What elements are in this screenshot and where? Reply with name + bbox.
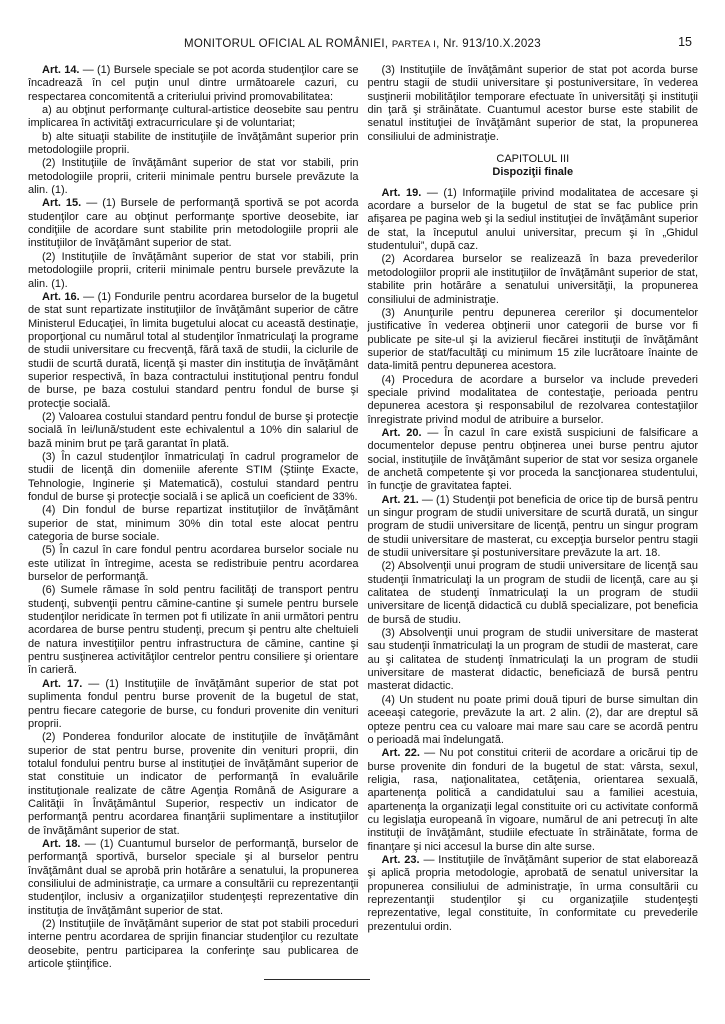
article-number: Art. 16. (42, 290, 80, 303)
paragraph: (2) Ponderea fondurilor alocate de instituţiile de învăţământ superior de stat pentru burse, provenite din venituri proprii, din totalul fondului pentru burse al instituţiei de învăţământ superior de stat constituie un indicator de performanţă în evaluările instituţionale realizate de către Agenţia Română de Asigurare a Calităţii în Învăţământul Superior, respectiv un indicator de performanţă pentru acordarea finanţării suplimentare a instituţiilor de învăţământ superior de stat. (28, 731, 359, 837)
journal-part: PARTEA I (391, 39, 437, 50)
paragraph: (6) Sumele rămase în sold pentru facilităţi de transport pentru studenţi, subvenţii pentru cămine-cantine şi sumele pentru bursele studenţilor neridicate în termen pot fi utilizate în anii următori pentru acordarea de burse pentru studenţi, precum şi pentru alte cheltuieli de natura investiţiilor pentru infrastructura de cămine, cantine şi pentru susţinerea activităţilor centrelor pentru consiliere şi orientare în carieră. (28, 584, 359, 677)
paragraph: Art. 15. — (1) Bursele de performanţă sportivă se pot acorda studenţilor care au obţinut performanţe sportive deosebite, iar condiţiile de acordare sunt stabilite prin metodologiile proprii ale instituţiilor de învăţământ superior de stat. (28, 197, 359, 250)
article-number: Art. 17. (42, 677, 83, 690)
column-left (28, 64, 359, 971)
paragraph: (3) În cazul studenţilor înmatriculaţi în cadrul programelor de studii de licenţă din domeniile aferente STIM (Ştiinţe Exacte, Tehnologie, Inginerie şi Matematică), costului standard pentru fondul de burse şi protecţie socială i se aplică un coeficient de 33%. (28, 450, 359, 503)
article-number: Art. 18. (42, 837, 81, 850)
paragraph: (3) Instituţiile de învăţământ superior de stat pot acorda burse pentru stagii de studii universitare şi postuniversitare, în vederea susţinerii mobilităţilor temporare efectuate în universităţi şi instituţii din ţară şi străinătate. Cuantumul acestor burse este stabilit de senatul instituţiei de învăţământ superior de stat, la propunerea consiliului de administraţie. (367, 64, 698, 143)
article-number: Art. 15. (42, 197, 82, 210)
paragraph: Art. 16. — (1) Fondurile pentru acordarea burselor de la bugetul de stat sunt repartizate instituţiilor de învăţământ superior de către Ministerul Educaţiei, în limita bugetului alocat cu această destinaţie, proporţional cu numărul total al studenţilor înmatriculaţi la programe de studii universitare cu frecvenţă, fără taxă de studii, la ciclurile de studii de scurtă durată, licenţă şi master din instituţia de învăţământ superior respectivă, în baza contractului instituţional pentru fondul de burse, pe baza costului standard pentru fondul de burse şi protecţie socială. (28, 290, 359, 410)
article-number: Art. 14. (42, 64, 80, 76)
paragraph: (2) Absolvenţii unui program de studii universitare de licenţă sau studenţii înmatriculaţi la un program de studii de licenţă, care au şi calitatea de studenţi înmatriculaţi la un program de studii universitare de licenţă didactică cu dublă specializare, pot beneficia de bursă de studiu. (367, 560, 698, 626)
paragraph: (2) Instituţiile de învăţământ superior de stat pot stabili proceduri interne pentru acordarea de sprijin financiar studenţilor cu rezultate deosebite, pentru participarea la conferinţe sau publicarea de articole ştiinţifice. (28, 918, 359, 971)
page-body (28, 64, 698, 971)
page-header (0, 38, 725, 50)
paragraph: Art. 23. — Instituţiile de învăţământ superior de stat elaborează şi aplică propria metodologie, aprobată de senatul universitar la propunerea consiliului de administraţie, în urma consultării cu reprezentanţii studenţilor şi cu organizaţiile studenţeşti reprezentative, legal constituite, în conformitate cu prevederile prezentului ordin. (367, 853, 698, 933)
paragraph: Art. 14. — (1) Bursele speciale se pot acorda studenţilor care se încadrează în cel puţin unul dintre următoarele cazuri, cu respectarea concomitentă a criteriului privind promovabilitatea: (28, 64, 359, 103)
chapter-subheading: Dispoziţii finale (492, 166, 574, 179)
paragraph: Art. 18. — (1) Cuantumul burselor de performanţă, burselor de performanţă sportivă, burselor speciale şi al burselor pentru învăţământ dual se aprobă prin hotărâre a senatului, la propunerea consiliului de administraţie, ca urmare a consultării cu reprezentanţii studenţilor, inclusiv a organizaţiilor studenţeşti reprezentative din instituţia de învăţământ superior de stat. (28, 837, 359, 917)
paragraph: Art. 17. — (1) Instituţiile de învăţământ superior de stat pot suplimenta fondul pentru burse provenit de la bugetul de stat, pentru fiecare categorie de burse, cu fonduri provenite din venituri proprii. (28, 677, 359, 730)
article-number: Art. 20. (381, 426, 422, 439)
paragraph: b) alte situaţii stabilite de instituţiile de învăţământ superior prin metodologiile proprii. (28, 130, 359, 157)
article-number: Art. 23. (381, 853, 420, 866)
paragraph: (4) Procedura de acordare a burselor va include prevederi speciale privind modalitatea de contestaţie, perioada pentru depunerea acestora şi responsabilul de rezolvarea contestaţiilor înregistrate privind modul de atribuire a burselor. (367, 373, 698, 426)
paragraph: Art. 19. — (1) Informaţiile privind modalitatea de accesare şi acordare a burselor de la bugetul de stat se fac publice prin afişarea pe pagina web şi la sediul instituţiei de învăţământ superior de stat, la începutul anului universitar, precum şi în „Ghidul studentului”, după caz. (367, 186, 699, 253)
paragraph: Art. 21. — (1) Studenţii pot beneficia de orice tip de bursă pentru un singur program de studii universitare de scurtă durată, un singur program de studii universitare de licenţă, pentru un singur program de studii universitare de masterat, cu excepţia burselor pentru stagii de studii universitare şi postuniversitare prevăzute la art. 18. (367, 493, 698, 560)
paragraph: (4) Un student nu poate primi două tipuri de burse simultan din aceeaşi categorie, prevăzute la art. 2 alin. (2), dar are dreptul să opteze pentru cea cu valoare mai mare sau care se acordă pentru o perioadă mai îndelungată. (367, 693, 698, 746)
paragraph: a) au obţinut performanţe cultural-artistice deosebite sau pentru implicarea în activităţi extracurriculare şi de voluntariat; (28, 104, 359, 130)
paragraph: Art. 22. — Nu pot constitui criterii de acordare a oricărui tip de burse provenite din fonduri de la bugetul de stat: vârsta, sexul, religia, rasa, naţionalitatea, cetăţenia, orientarea sexuală, apartenenţa politică a candidatului sau a familiei acestuia, apartenenţa la organizaţii legal constituite ori cu activitate conformă cu legislaţia europeană în vigoare, numărul de ani petrecuţi în alte instituţii de învăţământ, studiile efectuate în străinătate, forma de finanţare şi nici accesul la burse din alte surse. (367, 747, 699, 853)
paragraph: (2) Acordarea burselor se realizează în baza prevederilor metodologiilor proprii ale instituţiilor de învăţământ superior de stat, stabilite prin hotărâre a senatului universităţii, la propunerea consiliului de administraţie. (367, 253, 698, 306)
paragraph: (2) Instituţiile de învăţământ superior de stat vor stabili, prin metodologiile proprii, criterii minimale pentru bursele prevăzute la alin. (1). (28, 157, 359, 197)
chapter-heading: CAPITOLUL III (496, 153, 570, 166)
article-number: Art. 22. (381, 747, 420, 760)
paragraph: (3) Anunţurile pentru depunerea cererilor şi documentelor justificative în vederea obţinerii unor categorii de burse vor fi publicate pe site-ul şi la avizierul fiecărei instituţii de învăţământ superior de stat/facultăţi cu minimum 15 zile lucrătoare înainte de data-limită pentru depunerea acestora. (367, 306, 698, 373)
page-number: 15 (678, 35, 692, 49)
issue-number: , Nr. 913/10.X.2023 (436, 38, 541, 50)
column-right (368, 64, 699, 971)
paragraph: Art. 20. — În cazul în care există suspiciuni de falsificare a documentelor depuse pentru obţinerea unei burse pentru ajutor social, instituţiile de învăţământ superior de stat vor sesiza organele de anchetă competente şi vor proceda la sancţionarea studentului, în funcţie de gravitatea faptei. (367, 426, 698, 493)
paragraph: (5) În cazul în care fondul pentru acordarea burselor sociale nu este utilizat în întregime, acesta se redistribuie pentru acordarea burselor de performanţă. (28, 544, 359, 584)
article-number: Art. 21. (381, 493, 419, 506)
journal-title: MONITORUL OFICIAL AL ROMÂNIEI, (184, 38, 392, 50)
paragraph: (2) Valoarea costului standard pentru fondul de burse şi protecţie socială în lei/lună/student este echivalentul a 10% din salariul de bază minim brut pe ţară garantat în plată. (28, 410, 359, 450)
paragraph: (2) Instituţiile de învăţământ superior de stat vor stabili, prin metodologiile proprii, criterii minimale pentru bursele prevăzute la alin. (1). (28, 250, 359, 290)
article-number: Art. 19. (381, 186, 422, 199)
paragraph: (4) Din fondul de burse repartizat instituţiilor de învăţământ superior de stat, minimum 30% din total este alocat pentru categoria de burse sociale. (28, 504, 359, 544)
paragraph: (3) Absolvenţii unui program de studii universitare de masterat sau studenţii înmatriculaţi la un program de studii de masterat, care au şi calitatea de studenţi înmatriculaţi la un program de studii universitare de masterat didactic, beneficiază de bursă pentru masterat didactic. (367, 627, 698, 693)
footnote-separator (264, 979, 370, 980)
